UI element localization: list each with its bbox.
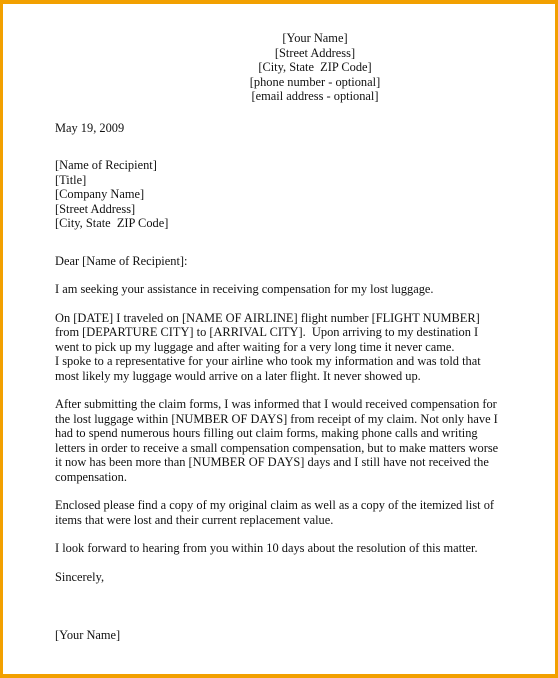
paragraph-line: it now has been more than [NUMBER OF DAYS] days and I still have not received the xyxy=(55,455,489,469)
paragraph-line: the lost luggage within [NUMBER OF DAYS] from receipt of my claim. Not only have I xyxy=(55,411,498,426)
paragraph-line: letters in order to receive a small compensation compensation, but to make matters worse xyxy=(55,440,499,455)
paragraph-intro xyxy=(55,282,505,297)
paragraph-line: I look forward to hearing from you within 10 days about the resolution of this matter. xyxy=(55,541,478,555)
paragraph-follow-up xyxy=(55,541,505,556)
recipient-company: [Company Name] xyxy=(55,187,145,201)
sender-phone: [phone number - optional] xyxy=(249,74,381,89)
closing-text: Sincerely, xyxy=(55,569,105,584)
paragraph-line: most likely my luggage would arrive on a later flight. It never showed up. xyxy=(55,368,421,383)
paragraph-travel-details xyxy=(55,311,505,384)
paragraph-line: went to pick up my luggage and after waiting for a very long time it never came. xyxy=(55,339,455,354)
letter-date xyxy=(55,121,505,136)
recipient-title: [Title] xyxy=(55,172,87,187)
paragraph-line: from [DEPARTURE CITY] to [ARRIVAL CITY]. Upon arriving to my destination I xyxy=(55,325,479,339)
signature-block xyxy=(55,628,505,643)
sender-city-state-zip: [City, State ZIP Code] xyxy=(258,60,372,74)
recipient-street: [Street Address] xyxy=(55,201,136,216)
salutation xyxy=(55,254,505,269)
date-text: May 19, 2009 xyxy=(55,120,125,135)
paragraph-line: I am seeking your assistance in receiving compensation for my lost luggage. xyxy=(55,282,434,296)
sender-address-block xyxy=(125,31,505,104)
paragraph-line: had to spend numerous hours filling out claim forms, making phone calls and writing xyxy=(55,426,478,440)
recipient-name: [Name of Recipient] xyxy=(55,158,157,172)
paragraph-line: items that were lost and their current replacement value. xyxy=(55,512,334,527)
recipient-address-block xyxy=(55,158,505,231)
closing xyxy=(55,570,505,585)
sender-email: [email address - optional] xyxy=(251,89,379,103)
sender-name: [Your Name] xyxy=(282,31,348,45)
paragraph-line: Enclosed please find a copy of my original claim as well as a copy of the itemized list of xyxy=(55,498,495,512)
sender-street: [Street Address] xyxy=(274,45,356,60)
paragraph-enclosures xyxy=(55,498,505,527)
signature-name: [Your Name] xyxy=(55,628,121,642)
paragraph-line: On [DATE] I traveled on [NAME OF AIRLINE] flight number [FLIGHT NUMBER] xyxy=(55,310,480,325)
paragraph-claim xyxy=(55,397,505,484)
paragraph-line: After submitting the claim forms, I was informed that I would received compensation for xyxy=(55,397,497,411)
letter-body xyxy=(55,31,505,643)
paragraph-line: I spoke to a representative for your airline who took my information and was told that xyxy=(55,354,481,368)
recipient-city-state-zip: [City, State ZIP Code] xyxy=(55,216,169,230)
salutation-text: Dear [Name of Recipient]: xyxy=(55,253,188,268)
paragraph-line: compensation. xyxy=(55,469,127,484)
